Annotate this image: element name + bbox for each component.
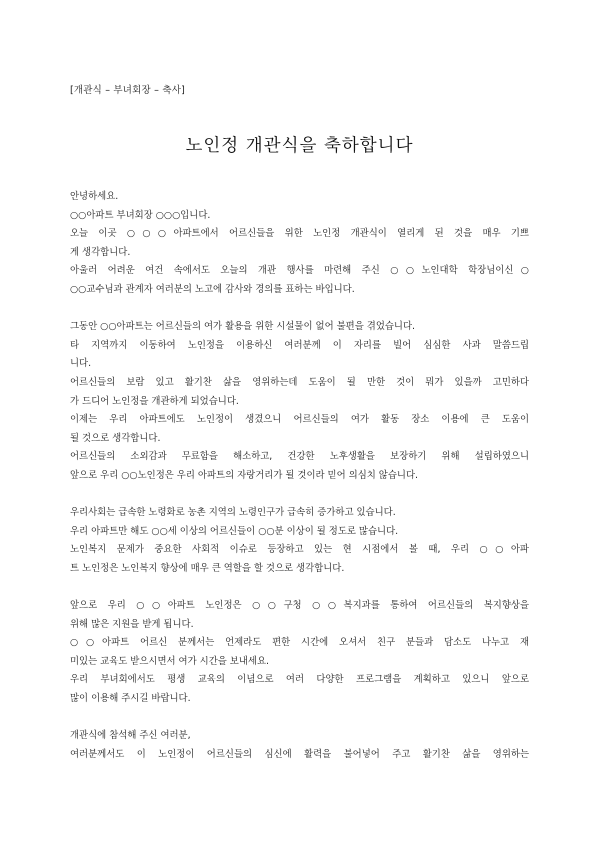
paragraph-gap [70,300,529,319]
paragraph [70,504,529,578]
paragraph-gap [70,709,529,728]
paragraph-gap [70,486,529,505]
text-line: 이제는 우리 아파트에도 노인정이 생겼으니 어르신들의 여가 활동 장소 이용에 큰 도움이 [70,414,529,426]
text-line: 개관식에 참석해 주신 여러분, [70,730,191,742]
text-line: ○○아파트 어르신 분께서는 언제라도 편한 시간에 오셔서 친구 분들과 담소도 나누고 재 [70,637,529,649]
text-line: 될 것으로 생각합니다. [70,432,161,444]
text-line: ○○아파트 부녀회장 ○○○입니다. [70,209,211,221]
text-line: 그동안 ○○아파트는 어르신들의 여가 활용을 위한 시설물이 없어 불편을 겪었습니다. [70,321,416,333]
text-line: 어르신들의 소외감과 무료함을 해소하고, 건강한 노후생활을 보장하기 위해 설립하였으니 [70,451,529,463]
text-line: 니다. [70,358,92,370]
text-line: 앞으로 우리 ○○노인정은 우리 아파트의 자랑거리가 될 것이라 믿어 의심치 않습니다. [70,469,418,481]
paragraph [70,318,529,485]
text-line: 앞으로 우리 ○○아파트 노인정은 ○○구청 ○○복지과를 통하여 어르신들의 복지향상을 [70,600,529,612]
text-line: ○○교수님과 관계자 여러분의 노고에 감사와 경의를 표하는 바입니다. [70,283,355,295]
text-line: 위해 많은 지원을 받게 됩니다. [70,618,194,630]
paragraph [70,597,529,709]
document-title: 노인정 개관식을 축하합니다 [185,136,414,156]
paragraph-gap [70,578,529,597]
text-line: 많이 이용해 주시길 바랍니다. [70,693,191,705]
text-line: 가 드디어 노인정을 개관하게 되었습니다. [70,395,239,407]
paragraph [70,188,529,300]
text-line: 타 지역까지 이동하여 노인정을 이용하신 여러분께 이 자리를 빌어 심심한 사과 말씀드립 [70,339,529,351]
text-line: 어르신들의 보람 있고 활기찬 삶을 영위하는데 도움이 될 만한 것이 뭐가 있을까 고민하다 [70,376,529,388]
text-line: 게 생각합니다. [70,246,131,258]
text-line: 트 노인정은 노인복지 향상에 매우 큰 역할을 할 것으로 생각합니다. [70,562,345,574]
text-line: 우리 부녀회에서도 평생 교육의 이념으로 여러 다양한 프로그램을 계획하고 있으니 앞으로 [70,674,529,686]
text-line: 여러분께서도 이 노인정이 어르신들의 심신에 활력을 불어넣어 주고 활기찬 삶을 영위하는 [70,748,529,760]
text-line: 우리사회는 급속한 노령화로 농촌 지역의 노령인구가 급속히 증가하고 있습니다. [70,507,396,519]
text-line: 아울러 어려운 여건 속에서도 오늘의 개관 행사를 마련해 주신 ○○노인대학 학장님이신○ [70,265,529,277]
text-line: 우리 아파트만 해도 ○○세 이상의 어르신들이 ○○분 이상이 될 정도로 많습니다. [70,525,399,537]
paragraph [70,727,529,764]
text-line: 안녕하세요. [70,191,119,202]
document-header-label: [개관식 – 부녀회장 – 축사] [70,85,185,96]
text-line: 노인복지 문제가 중요한 사회적 이슈로 등장하고 있는 현 시점에서 볼 때, 우리 ○○아파 [70,544,529,556]
document-body [70,188,529,764]
text-line: 미있는 교육도 받으시면서 여가 시간을 보내세요. [70,655,270,667]
text-line: 오늘 이곳 ○○○아파트에서 어르신들을 위한 노인정 개관식이 열리게 된 것을 매우 기쁘 [70,228,529,240]
